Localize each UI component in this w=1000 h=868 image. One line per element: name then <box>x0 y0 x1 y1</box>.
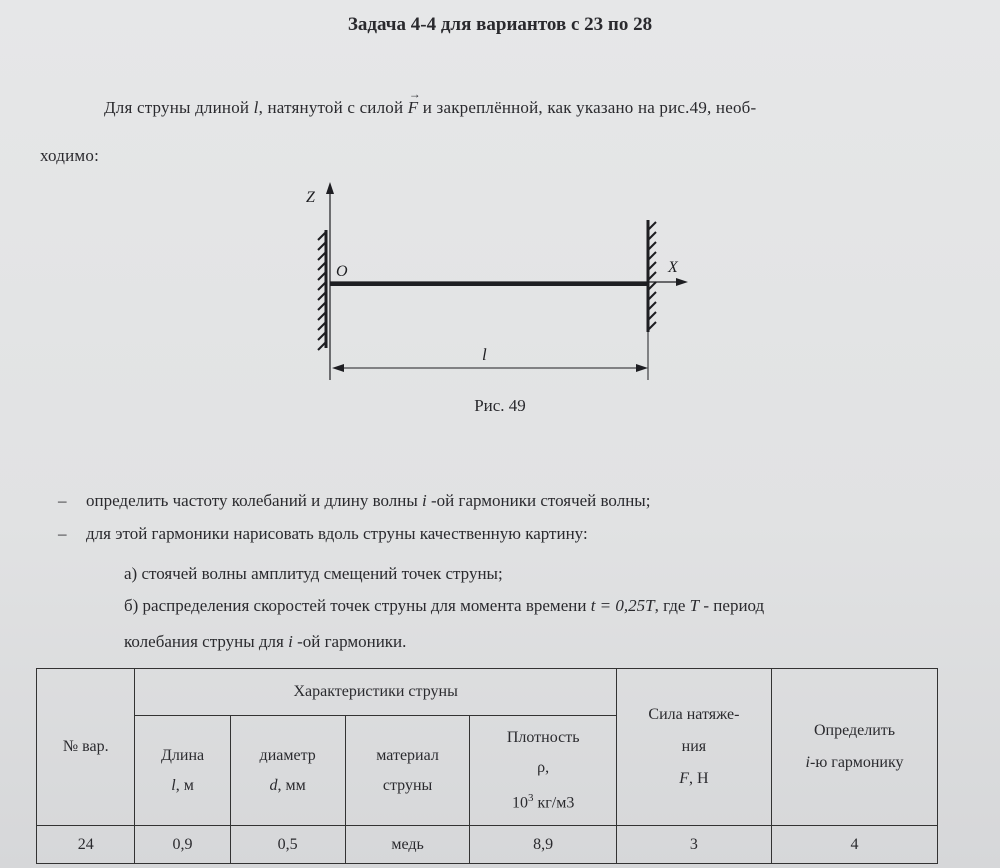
header-tension-force <box>616 669 771 826</box>
material-name2: струны <box>382 776 433 794</box>
density-unit-exp: 3 <box>527 791 534 804</box>
var-i: i <box>288 632 293 651</box>
list-item-text <box>86 484 650 517</box>
force-unit <box>621 763 767 795</box>
x-axis-label: X <box>668 259 678 276</box>
sub-item-b <box>124 596 764 616</box>
list-item <box>58 517 650 550</box>
origin-label: O <box>336 263 348 280</box>
cell-force: 3 <box>616 826 771 864</box>
force-name2: ния <box>681 738 707 755</box>
length-unit <box>139 771 225 801</box>
density-symbol: ρ, <box>537 758 550 776</box>
cell-length: 0,9 <box>135 826 230 864</box>
sub-item-a: а) стоячей волны амплитуд смещений точек струны; <box>124 564 503 583</box>
task-list <box>58 484 650 550</box>
intro-text-c: и закреплённой, как указано на рис.49, необ- <box>422 98 757 117</box>
cell-diameter: 0,5 <box>230 826 345 864</box>
left-wall-hatch <box>318 230 326 350</box>
header-harmonic <box>772 669 938 826</box>
header-variant: № вар. <box>37 669 135 826</box>
cell-variant: 24 <box>37 826 135 864</box>
vector-F <box>407 87 421 118</box>
sub-b-text-c: - период <box>703 596 765 615</box>
header-diameter <box>230 716 345 826</box>
header-string-characteristics: Характеристики струны <box>135 669 616 716</box>
density-unit <box>474 783 611 818</box>
force-unit-text: , Н <box>689 770 709 787</box>
var-i: i <box>805 754 810 771</box>
cell-harmonic: 4 <box>772 826 938 864</box>
dash-icon: – <box>58 491 67 510</box>
z-axis-arrow-icon <box>326 182 334 194</box>
sub-item-b-cont <box>124 632 406 652</box>
cell-material: медь <box>345 826 470 864</box>
vector-arrow-icon: → <box>408 87 421 101</box>
density-unit-text: кг/м3 <box>533 794 575 812</box>
length-name: Длина <box>160 746 205 764</box>
intro-text-b: , натянутой с силой <box>258 98 404 117</box>
figure-49-diagram <box>290 180 710 420</box>
diameter-unit-text: , мм <box>277 776 306 794</box>
var-d: d <box>269 776 278 794</box>
intro-paragraph-line1 <box>104 87 757 118</box>
figure-caption: Рис. 49 <box>474 396 526 415</box>
variants-table <box>36 668 938 864</box>
length-label: l <box>482 345 487 364</box>
sub-b2-text-a: колебания струны для <box>124 632 284 651</box>
x-axis-arrow-icon <box>676 278 688 286</box>
intro-text-a: Для струны длиной <box>104 98 250 117</box>
header-length <box>135 716 230 826</box>
intro-paragraph-line2: ходимо: <box>40 146 99 165</box>
harmonic-name: Определить <box>813 722 896 739</box>
time-equation: t = 0,25T <box>590 596 655 615</box>
dimension-left-arrow-icon <box>332 364 344 372</box>
var-F: F <box>679 770 690 787</box>
density-unit-base: 10 <box>511 794 528 812</box>
sub-b-text-a: б) распределения скоростей точек струны для момента времени <box>124 596 587 615</box>
header-material <box>345 716 470 826</box>
header-density <box>470 716 616 826</box>
cell-density: 8,9 <box>470 826 616 864</box>
list-item-text: для этой гармоники нарисовать вдоль струны качественную картину: <box>86 524 588 543</box>
dimension-right-arrow-icon <box>636 364 648 372</box>
force-name: Сила натяже- <box>648 706 740 723</box>
harmonic-name2-text: -ю гармонику <box>809 754 904 771</box>
task-title: Задача 4-4 для вариантов с 23 по 28 <box>347 14 653 35</box>
sub-b-text-b: , где <box>654 596 686 615</box>
sub-b2-text-b: -ой гармоники. <box>297 632 407 651</box>
material-name: материал <box>376 746 439 764</box>
density-name: Плотность <box>506 728 580 746</box>
list-item <box>58 484 650 517</box>
harmonic-name2 <box>776 747 933 779</box>
var-l: l <box>171 776 176 794</box>
diameter-name: диаметр <box>259 746 316 764</box>
length-unit-text: , м <box>175 776 194 794</box>
right-wall-hatch <box>648 220 656 332</box>
var-i: i <box>422 491 427 510</box>
bullet-text-a: определить частоту колебаний и длину волны <box>86 491 418 510</box>
diameter-unit <box>235 771 341 801</box>
bullet-text-b: -ой гармоники стоячей волны; <box>431 491 651 510</box>
var-F: F <box>407 98 419 117</box>
dash-icon: – <box>58 524 67 543</box>
var-l: l <box>253 98 259 117</box>
table-row <box>37 826 938 864</box>
z-axis-label: Z <box>306 189 315 206</box>
var-T: T <box>689 596 700 615</box>
